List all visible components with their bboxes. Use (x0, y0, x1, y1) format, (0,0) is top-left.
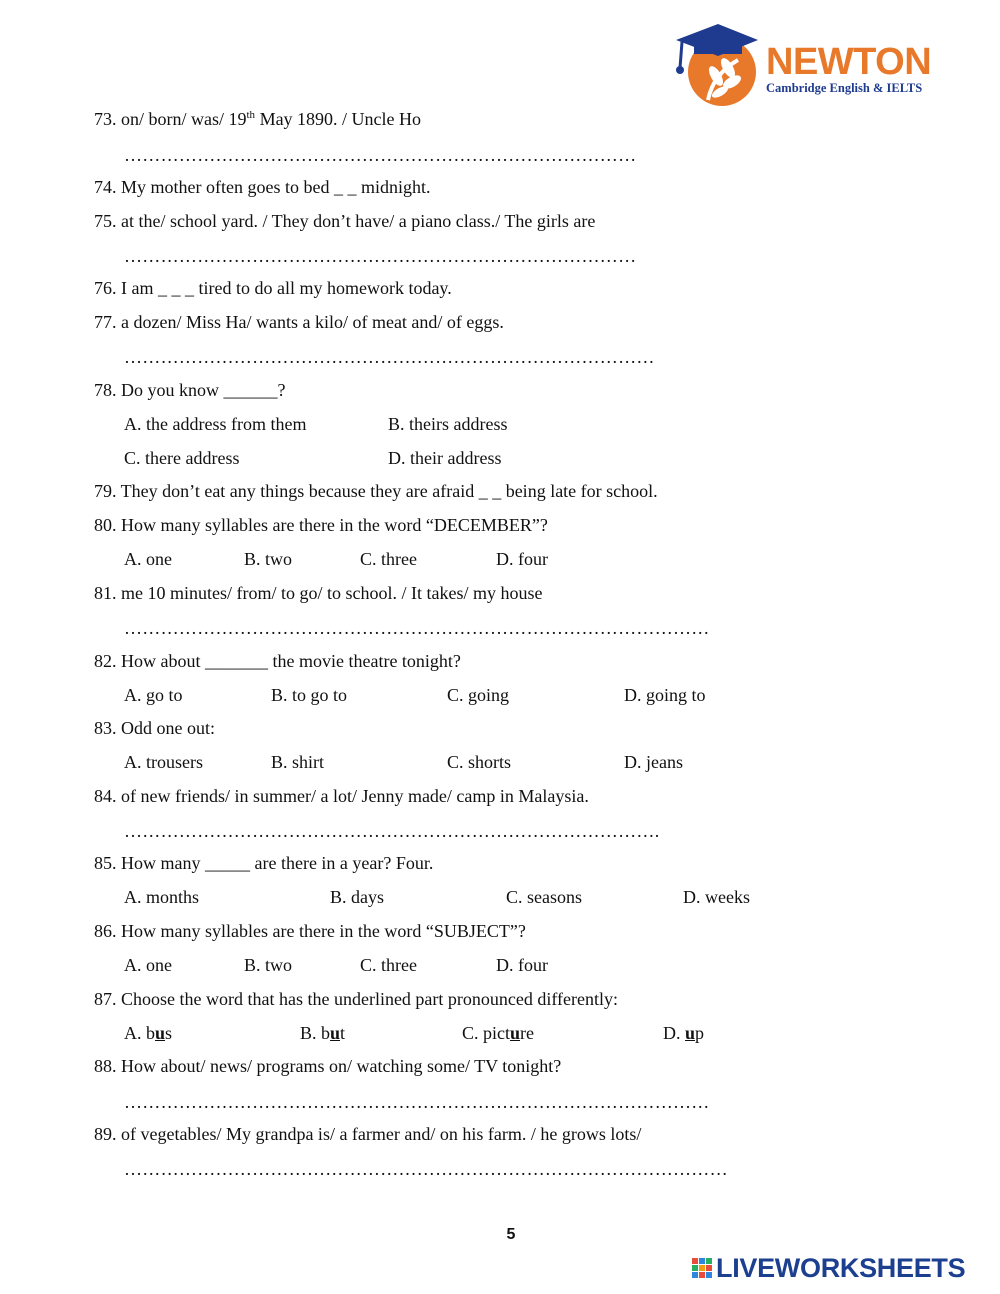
answer-line-84[interactable]: ……………………………………………………………………………. (124, 821, 660, 841)
option-83-a[interactable]: A. trousers (124, 752, 203, 772)
option-85-a[interactable]: A. months (124, 887, 200, 907)
option-80-c[interactable]: C. three (360, 549, 417, 569)
option-82-c[interactable]: C. going (447, 685, 510, 705)
question-89: 89. of vegetables/ My grandpa is/ a farmer and/ on his farm. / he grows lots/ (94, 1124, 642, 1144)
question-80: 80. How many syllables are there in the word “DECEMBER”? (94, 515, 548, 535)
answer-line-89[interactable]: ……………………………………………………………………………………… (124, 1159, 728, 1179)
question-87: 87. Choose the word that has the underlined part pronounced differently: (94, 989, 619, 1009)
option-83-d[interactable]: D. jeans (624, 752, 683, 772)
option-86-c[interactable]: C. three (360, 955, 417, 975)
liveworksheets-watermark (692, 1253, 992, 1283)
option-85-c[interactable]: C. seasons (506, 887, 582, 907)
option-80-a[interactable]: A. one (124, 549, 172, 569)
option-87-b[interactable]: B. but (300, 1023, 346, 1043)
question-73: 73. on/ born/ was/ 19th May 1890. / Uncle Ho (94, 109, 422, 129)
question-75: 75. at the/ school yard. / They don’t have/ a piano class./ The girls are (94, 211, 596, 231)
option-80-b[interactable]: B. two (244, 549, 293, 569)
question-82: 82. How about _______ the movie theatre tonight? (94, 651, 461, 671)
option-78-b[interactable]: B. theirs address (388, 414, 508, 434)
question-83: 83. Odd one out: (94, 718, 215, 738)
question-79: 79. They don’t eat any things because they are afraid _ _ being late for school. (94, 481, 658, 501)
question-81: 81. me 10 minutes/ from/ to go/ to school. / It takes/ my house (94, 583, 543, 603)
option-78-a[interactable]: A. the address from them (124, 414, 307, 434)
answer-line-75[interactable]: ………………………………………………………………………… (124, 246, 637, 266)
option-78-c[interactable]: C. there address (124, 448, 240, 468)
option-85-d[interactable]: D. weeks (683, 887, 750, 907)
answer-line-81[interactable]: …………………………………………………………………………………… (124, 618, 710, 638)
option-86-d[interactable]: D. four (496, 955, 548, 975)
question-78: 78. Do you know ______? (94, 380, 286, 400)
option-87-a[interactable]: A. bus (124, 1023, 173, 1043)
option-83-c[interactable]: C. shorts (447, 752, 512, 772)
logo-brand: NEWTON (766, 41, 932, 83)
question-76: 76. I am _ _ _ tired to do all my homework today. (94, 278, 452, 298)
option-85-b[interactable]: B. days (330, 887, 384, 907)
liveworksheets-label: LIVEWORKSHEETS (716, 1253, 966, 1283)
option-82-a[interactable]: A. go to (124, 685, 183, 705)
question-85: 85. How many _____ are there in a year? Four. (94, 853, 434, 873)
option-87-d[interactable]: D. up (663, 1023, 705, 1043)
answer-line-73[interactable]: ………………………………………………………………………… (124, 145, 637, 165)
question-86: 86. How many syllables are there in the word “SUBJECT”? (94, 921, 526, 941)
option-86-a[interactable]: A. one (124, 955, 172, 975)
graduation-cap-leaf-icon (672, 20, 764, 110)
liveworksheets-grid-icon (692, 1258, 713, 1279)
page-number: 5 (506, 1226, 516, 1243)
option-78-d[interactable]: D. their address (388, 448, 502, 468)
question-74: 74. My mother often goes to bed _ _ midnight. (94, 177, 431, 197)
answer-line-88[interactable]: …………………………………………………………………………………… (124, 1092, 710, 1112)
option-86-b[interactable]: B. two (244, 955, 293, 975)
answer-line-77[interactable]: …………………………………………………………………………… (124, 347, 655, 367)
newton-logo (672, 20, 942, 110)
question-84: 84. of new friends/ in summer/ a lot/ Jenny made/ camp in Malaysia. (94, 786, 589, 806)
option-83-b[interactable]: B. shirt (271, 752, 325, 772)
question-77: 77. a dozen/ Miss Ha/ wants a kilo/ of meat and/ of eggs. (94, 312, 504, 332)
option-87-c[interactable]: C. picture (462, 1023, 534, 1043)
option-82-d[interactable]: D. going to (624, 685, 706, 705)
question-88: 88. How about/ news/ programs on/ watching some/ TV tonight? (94, 1056, 562, 1076)
option-80-d[interactable]: D. four (496, 549, 548, 569)
option-82-b[interactable]: B. to go to (271, 685, 348, 705)
logo-subtitle: Cambridge English & IELTS (766, 81, 923, 95)
